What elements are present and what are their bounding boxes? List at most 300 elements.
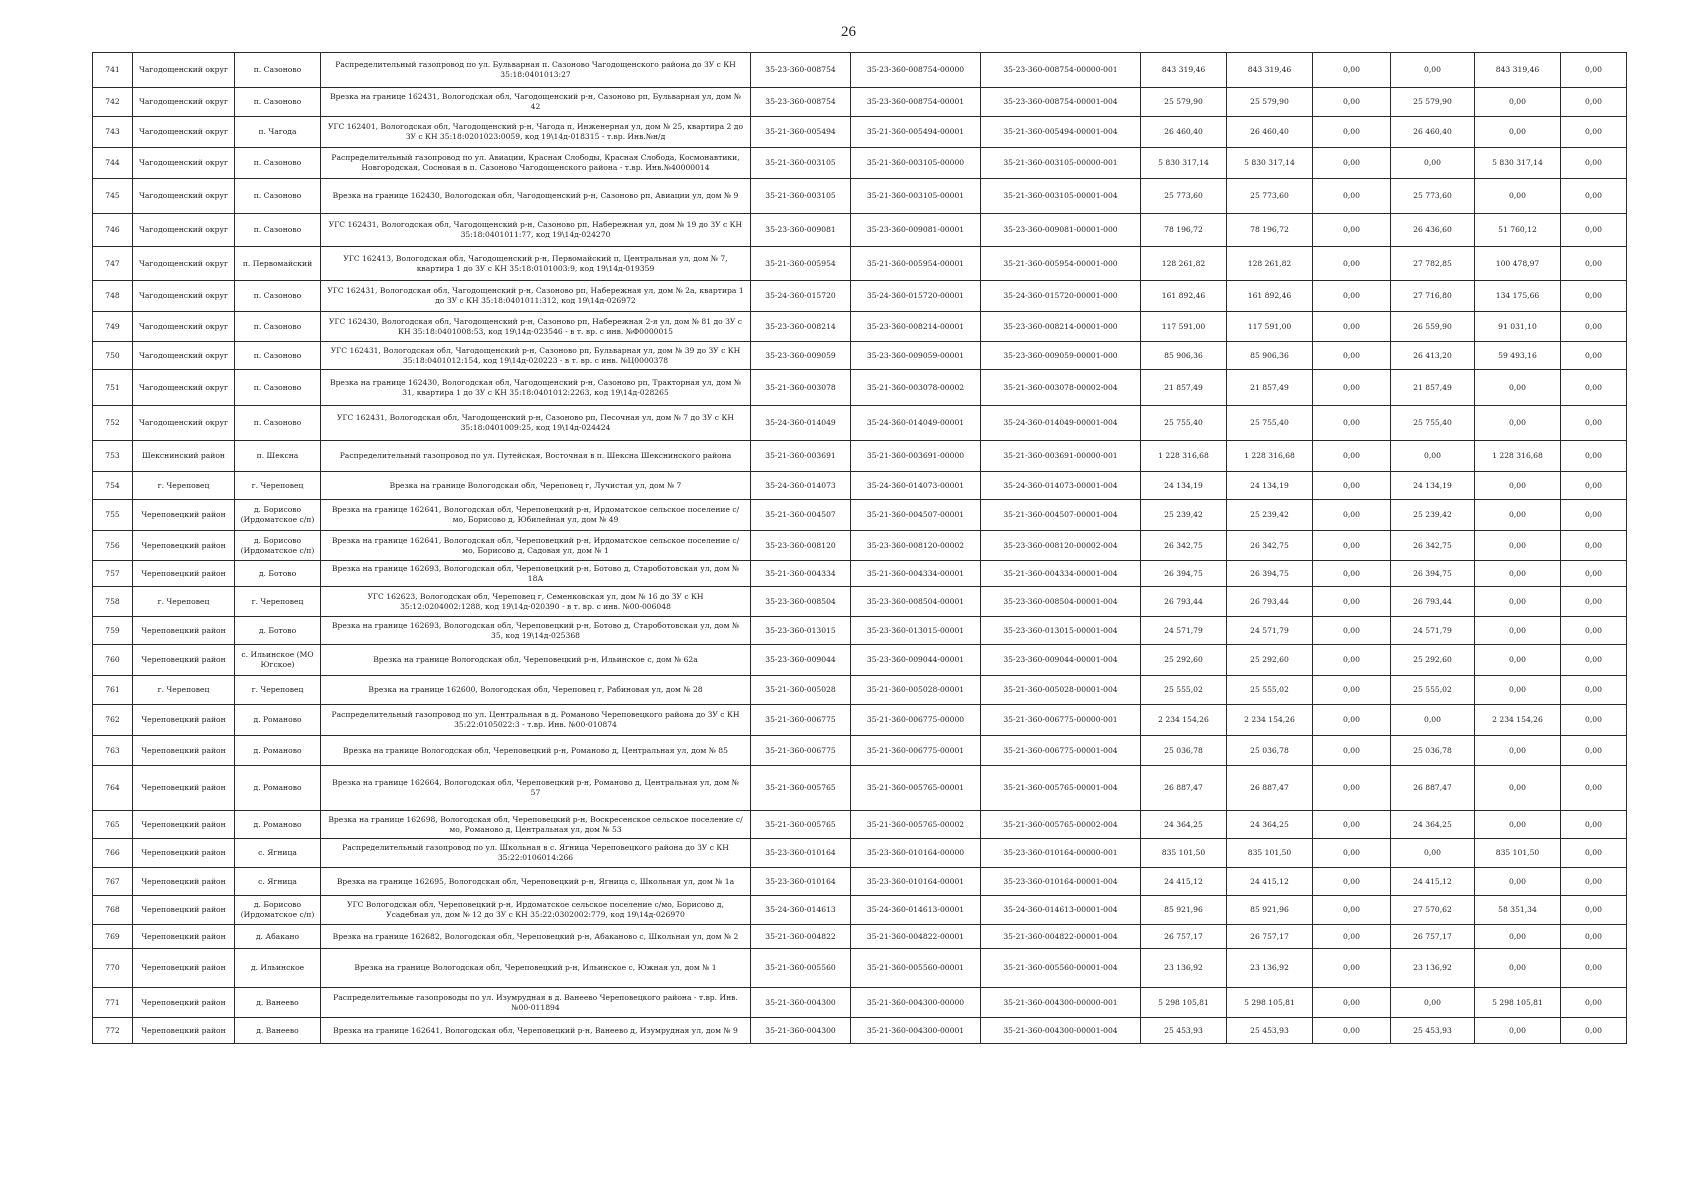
cell-object-code: 35-24-360-014613 [751, 896, 851, 925]
cell-cost-part-b: 0,00 [1475, 1018, 1561, 1044]
cell-object-code: 35-21-360-003078 [751, 370, 851, 406]
table-row [93, 988, 1627, 1018]
cell-settlement: п. Первомайский [235, 247, 321, 281]
cell-depreciation: 0,00 [1313, 645, 1391, 676]
cell-object-code: 35-21-360-003691 [751, 441, 851, 472]
table-row [93, 896, 1627, 925]
cell-residual-cost: 1 228 316,68 [1227, 441, 1313, 472]
table-row [93, 705, 1627, 736]
cell-inventory-code: 35-21-360-004334-00001-004 [981, 561, 1141, 587]
cell-residual-cost: 25 453,93 [1227, 1018, 1313, 1044]
cell-cost-part-c: 0,00 [1561, 88, 1627, 117]
cell-depreciation: 0,00 [1313, 281, 1391, 312]
cell-cost-part-a: 0,00 [1391, 148, 1475, 179]
cell-district: Череповецкий район [133, 500, 235, 531]
cell-settlement: д. Ванеево [235, 1018, 321, 1044]
cell-inventory-code: 35-21-360-005765-00001-004 [981, 766, 1141, 811]
cell-initial-cost: 26 757,17 [1141, 925, 1227, 949]
cell-cost-part-a: 26 793,44 [1391, 587, 1475, 617]
cell-cost-part-b: 0,00 [1475, 925, 1561, 949]
cell-settlement: с. Ильинское (МО Югское) [235, 645, 321, 676]
cell-cost-part-a: 26 413,20 [1391, 342, 1475, 370]
table-row [93, 868, 1627, 896]
cell-initial-cost: 26 394,75 [1141, 561, 1227, 587]
cell-initial-cost: 161 892,46 [1141, 281, 1227, 312]
cell-inventory-code: 35-21-360-003105-00001-004 [981, 179, 1141, 214]
cell-object-description: УГС 162413, Вологодская обл, Чагодощенский р-н, Первомайский п, Центральная ул, дом № 7, квартира 1 до ЗУ с КН 35:18:0101003:9, код 19\14д-019359 [321, 247, 751, 281]
cell-inventory-code: 35-21-360-004822-00001-004 [981, 925, 1141, 949]
cell-inventory-code: 35-24-360-014049-00001-004 [981, 406, 1141, 441]
cell-inventory-code: 35-21-360-003105-00000-001 [981, 148, 1141, 179]
cell-object-description: Врезка на границе 162431, Вологодская обл, Чагодощенский р-н, Сазоново рп, Бульварная ул, дом № 42 [321, 88, 751, 117]
cell-settlement: г. Череповец [235, 472, 321, 500]
cell-inventory-code: 35-24-360-015720-00001-000 [981, 281, 1141, 312]
cell-district: Череповецкий район [133, 561, 235, 587]
cell-object-code: 35-23-360-008120 [751, 531, 851, 561]
cell-residual-cost: 5 298 105,81 [1227, 988, 1313, 1018]
cell-cost-part-a: 0,00 [1391, 839, 1475, 868]
cell-district: Череповецкий район [133, 925, 235, 949]
cell-cost-part-c: 0,00 [1561, 645, 1627, 676]
cell-object-description: Врезка на границе 162693, Вологодская обл, Череповецкий р-н, Ботово д, Староботовская ул, дом № 35, код 19\14д-025368 [321, 617, 751, 645]
cell-object-code-full: 35-23-360-009044-00001 [851, 645, 981, 676]
cell-settlement: д. Ванеево [235, 988, 321, 1018]
cell-residual-cost: 843 319,46 [1227, 53, 1313, 88]
cell-object-description: Врезка на границе 162641, Вологодская обл, Череповецкий р-н, Ирдоматское сельское поселение с/мо, Борисово д, Юбилейная ул, дом № 49 [321, 500, 751, 531]
cell-row-number: 768 [93, 896, 133, 925]
cell-row-number: 760 [93, 645, 133, 676]
cell-row-number: 747 [93, 247, 133, 281]
cell-object-code-full: 35-21-360-003691-00000 [851, 441, 981, 472]
cell-initial-cost: 25 239,42 [1141, 500, 1227, 531]
cell-settlement: г. Череповец [235, 587, 321, 617]
cell-initial-cost: 78 196,72 [1141, 214, 1227, 247]
cell-district: Чагодощенский округ [133, 179, 235, 214]
cell-object-code: 35-23-360-008214 [751, 312, 851, 342]
cell-row-number: 741 [93, 53, 133, 88]
cell-residual-cost: 24 415,12 [1227, 868, 1313, 896]
table-row [93, 117, 1627, 148]
cell-cost-part-c: 0,00 [1561, 705, 1627, 736]
cell-residual-cost: 24 571,79 [1227, 617, 1313, 645]
table-row [93, 676, 1627, 705]
cell-residual-cost: 25 773,60 [1227, 179, 1313, 214]
cell-row-number: 746 [93, 214, 133, 247]
cell-residual-cost: 25 555,02 [1227, 676, 1313, 705]
cell-cost-part-a: 26 559,90 [1391, 312, 1475, 342]
cell-row-number: 770 [93, 949, 133, 988]
cell-object-description: УГС 162623, Вологодская обл, Череповец г, Семенковская ул, дом № 16 до ЗУ с КН 35:12:0204002:1288, код 19\14д-020390 - в т. вр. с инв. №00-006048 [321, 587, 751, 617]
cell-settlement: п. Сазоново [235, 312, 321, 342]
cell-cost-part-b: 1 228 316,68 [1475, 441, 1561, 472]
cell-settlement: д. Ильинское [235, 949, 321, 988]
cell-row-number: 765 [93, 811, 133, 839]
cell-depreciation: 0,00 [1313, 896, 1391, 925]
cell-row-number: 750 [93, 342, 133, 370]
cell-object-description: Распределительный газопровод по ул. Авиации, Красная Слободы, Красная Слобода, Космонавтики, Новгородская, Сосновая в п. Сазоново Чагодощенского района - т.вр. Инв.№40000014 [321, 148, 751, 179]
table-row [93, 370, 1627, 406]
cell-cost-part-c: 0,00 [1561, 281, 1627, 312]
cell-row-number: 766 [93, 839, 133, 868]
cell-row-number: 743 [93, 117, 133, 148]
cell-object-code-full: 35-23-360-010164-00000 [851, 839, 981, 868]
cell-cost-part-c: 0,00 [1561, 561, 1627, 587]
table-row [93, 736, 1627, 766]
cell-inventory-code: 35-23-360-008120-00002-004 [981, 531, 1141, 561]
cell-inventory-code: 35-21-360-006775-00001-004 [981, 736, 1141, 766]
cell-row-number: 757 [93, 561, 133, 587]
cell-initial-cost: 117 591,00 [1141, 312, 1227, 342]
cell-object-description: Врезка на границе 162641, Вологодская обл, Череповецкий р-н, Ирдоматское сельское поселение с/мо, Борисово д, Садовая ул, дом № 1 [321, 531, 751, 561]
cell-cost-part-c: 0,00 [1561, 406, 1627, 441]
cell-cost-part-c: 0,00 [1561, 370, 1627, 406]
cell-initial-cost: 85 906,36 [1141, 342, 1227, 370]
cell-initial-cost: 835 101,50 [1141, 839, 1227, 868]
cell-district: Шекснинский район [133, 441, 235, 472]
cell-object-description: Распределительный газопровод по ул. Центральная в д. Романово Череповецкого района до ЗУ с КН 35:22:0105022:3 - т.вр. Инв. №00-010874 [321, 705, 751, 736]
cell-district: Череповецкий район [133, 896, 235, 925]
cell-settlement: д. Романово [235, 811, 321, 839]
cell-object-code: 35-21-360-005028 [751, 676, 851, 705]
cell-inventory-code: 35-23-360-008754-00000-001 [981, 53, 1141, 88]
cell-object-code-full: 35-23-360-008120-00002 [851, 531, 981, 561]
cell-object-code-full: 35-21-360-003105-00001 [851, 179, 981, 214]
cell-settlement: д. Романово [235, 766, 321, 811]
cell-inventory-code: 35-21-360-006775-00000-001 [981, 705, 1141, 736]
cell-row-number: 748 [93, 281, 133, 312]
cell-depreciation: 0,00 [1313, 587, 1391, 617]
cell-settlement: д. Романово [235, 736, 321, 766]
cell-cost-part-a: 0,00 [1391, 988, 1475, 1018]
cell-object-description: УГС 162430, Вологодская обл, Чагодощенский р-н, Сазоново рп, Набережная 2-я ул, дом № 81 до ЗУ с КН 35:18:0401008:53, код 19\14д-023546 - в т. вр. с инв. №Ф0000015 [321, 312, 751, 342]
cell-cost-part-a: 0,00 [1391, 441, 1475, 472]
cell-cost-part-c: 0,00 [1561, 117, 1627, 148]
cell-cost-part-a: 24 415,12 [1391, 868, 1475, 896]
cell-cost-part-b: 0,00 [1475, 868, 1561, 896]
cell-district: Череповецкий район [133, 736, 235, 766]
cell-depreciation: 0,00 [1313, 705, 1391, 736]
cell-object-code: 35-21-360-004507 [751, 500, 851, 531]
cell-settlement: п. Сазоново [235, 88, 321, 117]
cell-object-code: 35-23-360-009059 [751, 342, 851, 370]
cell-object-description: Распределительные газопроводы по ул. Изумрудная в д. Ванеево Череповецкого района - т.вр. Инв. №00-011894 [321, 988, 751, 1018]
cell-depreciation: 0,00 [1313, 179, 1391, 214]
cell-object-description: Врезка на границе 162695, Вологодская обл, Череповецкий р-н, Ягница с, Школьная ул, дом № 1а [321, 868, 751, 896]
cell-object-code-full: 35-21-360-005028-00001 [851, 676, 981, 705]
cell-cost-part-c: 0,00 [1561, 441, 1627, 472]
cell-object-description: Врезка на границе 162430, Вологодская обл, Чагодощенский р-н, Сазоново рп, Тракторная ул, дом № 31, квартира 1 до ЗУ с КН 35:18:0401012:2263, код 19\14д-028265 [321, 370, 751, 406]
cell-cost-part-a: 26 342,75 [1391, 531, 1475, 561]
cell-object-code: 35-21-360-004300 [751, 1018, 851, 1044]
cell-initial-cost: 2 234 154,26 [1141, 705, 1227, 736]
cell-initial-cost: 21 857,49 [1141, 370, 1227, 406]
cell-inventory-code: 35-23-360-009044-00001-004 [981, 645, 1141, 676]
cell-cost-part-a: 26 394,75 [1391, 561, 1475, 587]
cell-cost-part-b: 134 175,66 [1475, 281, 1561, 312]
cell-cost-part-c: 0,00 [1561, 736, 1627, 766]
cell-cost-part-c: 0,00 [1561, 531, 1627, 561]
cell-initial-cost: 25 453,93 [1141, 1018, 1227, 1044]
cell-district: Череповецкий район [133, 839, 235, 868]
cell-settlement: п. Сазоново [235, 214, 321, 247]
cell-cost-part-a: 25 755,40 [1391, 406, 1475, 441]
cell-settlement: п. Сазоново [235, 370, 321, 406]
cell-district: Чагодощенский округ [133, 281, 235, 312]
cell-cost-part-a: 25 292,60 [1391, 645, 1475, 676]
cell-depreciation: 0,00 [1313, 370, 1391, 406]
cell-inventory-code: 35-21-360-005560-00001-004 [981, 949, 1141, 988]
cell-object-description: Врезка на границе 162693, Вологодская обл, Череповецкий р-н, Ботово д, Староботовская ул, дом № 18А [321, 561, 751, 587]
cell-cost-part-b: 5 830 317,14 [1475, 148, 1561, 179]
cell-settlement: п. Сазоново [235, 342, 321, 370]
cell-district: Чагодощенский округ [133, 88, 235, 117]
cell-residual-cost: 24 134,19 [1227, 472, 1313, 500]
cell-row-number: 755 [93, 500, 133, 531]
cell-object-code-full: 35-21-360-003105-00000 [851, 148, 981, 179]
cell-settlement: д. Борисово (Ирдоматское с/п) [235, 500, 321, 531]
cell-depreciation: 0,00 [1313, 925, 1391, 949]
cell-initial-cost: 26 342,75 [1141, 531, 1227, 561]
cell-object-code: 35-21-360-003105 [751, 148, 851, 179]
cell-row-number: 767 [93, 868, 133, 896]
cell-settlement: п. Сазоново [235, 179, 321, 214]
cell-inventory-code: 35-23-360-009059-00001-000 [981, 342, 1141, 370]
cell-object-code-full: 35-23-360-008754-00001 [851, 88, 981, 117]
cell-district: Череповецкий район [133, 645, 235, 676]
cell-district: г. Череповец [133, 676, 235, 705]
cell-residual-cost: 26 887,47 [1227, 766, 1313, 811]
table-row [93, 839, 1627, 868]
cell-depreciation: 0,00 [1313, 531, 1391, 561]
cell-district: Череповецкий район [133, 705, 235, 736]
cell-inventory-code: 35-21-360-003691-00000-001 [981, 441, 1141, 472]
cell-residual-cost: 78 196,72 [1227, 214, 1313, 247]
cell-object-code: 35-21-360-005494 [751, 117, 851, 148]
cell-cost-part-b: 0,00 [1475, 561, 1561, 587]
cell-cost-part-c: 0,00 [1561, 472, 1627, 500]
cell-inventory-code: 35-23-360-010164-00001-004 [981, 868, 1141, 896]
cell-district: Череповецкий район [133, 988, 235, 1018]
cell-district: Чагодощенский округ [133, 406, 235, 441]
cell-settlement: п. Сазоново [235, 406, 321, 441]
cell-depreciation: 0,00 [1313, 811, 1391, 839]
cell-cost-part-c: 0,00 [1561, 500, 1627, 531]
cell-inventory-code: 35-21-360-004507-00001-004 [981, 500, 1141, 531]
cell-district: Чагодощенский округ [133, 214, 235, 247]
cell-cost-part-b: 91 031,10 [1475, 312, 1561, 342]
cell-object-code: 35-23-360-008504 [751, 587, 851, 617]
table-row [93, 1018, 1627, 1044]
cell-cost-part-b: 0,00 [1475, 370, 1561, 406]
cell-residual-cost: 25 579,90 [1227, 88, 1313, 117]
cell-cost-part-c: 0,00 [1561, 896, 1627, 925]
cell-depreciation: 0,00 [1313, 312, 1391, 342]
table-row [93, 247, 1627, 281]
cell-object-code: 35-21-360-006775 [751, 705, 851, 736]
cell-settlement: п. Сазоново [235, 53, 321, 88]
table-row [93, 472, 1627, 500]
cell-cost-part-a: 23 136,92 [1391, 949, 1475, 988]
cell-row-number: 764 [93, 766, 133, 811]
cell-depreciation: 0,00 [1313, 736, 1391, 766]
cell-object-code: 35-24-360-014049 [751, 406, 851, 441]
cell-object-code-full: 35-23-360-008504-00001 [851, 587, 981, 617]
cell-residual-cost: 117 591,00 [1227, 312, 1313, 342]
cell-object-description: Врезка на границе Вологодская обл, Череповецкий р-н, Ильинское с, Южная ул, дом № 1 [321, 949, 751, 988]
cell-cost-part-b: 0,00 [1475, 617, 1561, 645]
cell-settlement: с. Ягница [235, 868, 321, 896]
cell-initial-cost: 26 460,40 [1141, 117, 1227, 148]
cell-object-code: 35-23-360-009081 [751, 214, 851, 247]
cell-residual-cost: 26 394,75 [1227, 561, 1313, 587]
cell-object-code-full: 35-21-360-005954-00001 [851, 247, 981, 281]
cell-depreciation: 0,00 [1313, 949, 1391, 988]
cell-initial-cost: 24 364,25 [1141, 811, 1227, 839]
cell-cost-part-b: 0,00 [1475, 472, 1561, 500]
cell-object-description: Врезка на границе 162641, Вологодская обл, Череповецкий р-н, Ванеево д, Изумрудная ул, дом № 9 [321, 1018, 751, 1044]
cell-district: Чагодощенский округ [133, 247, 235, 281]
cell-depreciation: 0,00 [1313, 214, 1391, 247]
cell-cost-part-a: 26 887,47 [1391, 766, 1475, 811]
table-row [93, 925, 1627, 949]
cell-cost-part-a: 26 436,60 [1391, 214, 1475, 247]
cell-depreciation: 0,00 [1313, 500, 1391, 531]
cell-initial-cost: 24 415,12 [1141, 868, 1227, 896]
cell-object-code-full: 35-21-360-004300-00001 [851, 1018, 981, 1044]
cell-object-code-full: 35-24-360-014613-00001 [851, 896, 981, 925]
cell-depreciation: 0,00 [1313, 88, 1391, 117]
cell-depreciation: 0,00 [1313, 868, 1391, 896]
cell-residual-cost: 85 921,96 [1227, 896, 1313, 925]
cell-depreciation: 0,00 [1313, 53, 1391, 88]
cell-settlement: п. Сазоново [235, 148, 321, 179]
table-row [93, 214, 1627, 247]
cell-cost-part-b: 0,00 [1475, 179, 1561, 214]
cell-initial-cost: 26 887,47 [1141, 766, 1227, 811]
cell-initial-cost: 5 830 317,14 [1141, 148, 1227, 179]
cell-object-description: УГС 162431, Вологодская обл, Чагодощенский р-н, Сазоново рп, Бульварная ул, дом № 39 до ЗУ с КН 35:18:0401012:154, код 19\14д-020223 - в т. вр. с инв. №Ц0000378 [321, 342, 751, 370]
table-row [93, 406, 1627, 441]
cell-district: Чагодощенский округ [133, 312, 235, 342]
cell-object-code-full: 35-21-360-004822-00001 [851, 925, 981, 949]
cell-depreciation: 0,00 [1313, 148, 1391, 179]
cell-cost-part-a: 24 134,19 [1391, 472, 1475, 500]
cell-depreciation: 0,00 [1313, 406, 1391, 441]
cell-object-code: 35-23-360-013015 [751, 617, 851, 645]
table-row [93, 949, 1627, 988]
cell-cost-part-a: 27 782,85 [1391, 247, 1475, 281]
cell-residual-cost: 26 793,44 [1227, 587, 1313, 617]
cell-object-code-full: 35-21-360-005765-00001 [851, 766, 981, 811]
cell-row-number: 772 [93, 1018, 133, 1044]
cell-inventory-code: 35-24-360-014613-00001-004 [981, 896, 1141, 925]
cell-object-code-full: 35-21-360-006775-00001 [851, 736, 981, 766]
table-row [93, 561, 1627, 587]
cell-initial-cost: 85 921,96 [1141, 896, 1227, 925]
cell-residual-cost: 128 261,82 [1227, 247, 1313, 281]
cell-inventory-code: 35-21-360-004300-00000-001 [981, 988, 1141, 1018]
cell-district: Чагодощенский округ [133, 148, 235, 179]
cell-cost-part-b: 0,00 [1475, 88, 1561, 117]
cell-depreciation: 0,00 [1313, 766, 1391, 811]
cell-cost-part-b: 51 760,12 [1475, 214, 1561, 247]
cell-object-code: 35-21-360-005765 [751, 811, 851, 839]
cell-cost-part-a: 25 579,90 [1391, 88, 1475, 117]
cell-initial-cost: 25 579,90 [1141, 88, 1227, 117]
cell-object-code-full: 35-24-360-015720-00001 [851, 281, 981, 312]
cell-inventory-code: 35-21-360-005494-00001-004 [981, 117, 1141, 148]
cell-row-number: 756 [93, 531, 133, 561]
cell-cost-part-b: 2 234 154,26 [1475, 705, 1561, 736]
cell-cost-part-c: 0,00 [1561, 766, 1627, 811]
cell-residual-cost: 85 906,36 [1227, 342, 1313, 370]
cell-settlement: д. Ботово [235, 617, 321, 645]
table-row [93, 766, 1627, 811]
cell-cost-part-b: 0,00 [1475, 676, 1561, 705]
cell-object-description: Врезка на границе 162698, Вологодская обл, Череповецкий р-н, Воскресенское сельское поселение с/мо, Романово д, Центральная ул, дом № 53 [321, 811, 751, 839]
cell-cost-part-b: 0,00 [1475, 766, 1561, 811]
table-row [93, 88, 1627, 117]
table-row [93, 617, 1627, 645]
cell-object-code-full: 35-23-360-008754-00000 [851, 53, 981, 88]
table-row [93, 53, 1627, 88]
cell-initial-cost: 128 261,82 [1141, 247, 1227, 281]
cell-inventory-code: 35-21-360-005028-00001-004 [981, 676, 1141, 705]
cell-inventory-code: 35-23-360-009081-00001-000 [981, 214, 1141, 247]
cell-object-description: Распределительный газопровод по ул. Бульварная п. Сазоново Чагодощенского района до ЗУ с КН 35:18:0401013:27 [321, 53, 751, 88]
cell-residual-cost: 26 342,75 [1227, 531, 1313, 561]
cell-residual-cost: 21 857,49 [1227, 370, 1313, 406]
cell-cost-part-c: 0,00 [1561, 925, 1627, 949]
cell-row-number: 771 [93, 988, 133, 1018]
cell-object-code: 35-23-360-008754 [751, 53, 851, 88]
cell-cost-part-b: 835 101,50 [1475, 839, 1561, 868]
cell-row-number: 763 [93, 736, 133, 766]
cell-residual-cost: 25 036,78 [1227, 736, 1313, 766]
cell-cost-part-a: 24 364,25 [1391, 811, 1475, 839]
cell-object-code-full: 35-21-360-004507-00001 [851, 500, 981, 531]
cell-district: Череповецкий район [133, 766, 235, 811]
cell-object-code-full: 35-21-360-005560-00001 [851, 949, 981, 988]
cell-object-code: 35-23-360-010164 [751, 839, 851, 868]
cell-cost-part-c: 0,00 [1561, 1018, 1627, 1044]
cell-cost-part-c: 0,00 [1561, 247, 1627, 281]
cell-initial-cost: 26 793,44 [1141, 587, 1227, 617]
cell-residual-cost: 26 460,40 [1227, 117, 1313, 148]
cell-object-code: 35-24-360-015720 [751, 281, 851, 312]
cell-object-code-full: 35-21-360-003078-00002 [851, 370, 981, 406]
cell-object-code-full: 35-21-360-005765-00002 [851, 811, 981, 839]
table-row [93, 531, 1627, 561]
cell-cost-part-a: 25 036,78 [1391, 736, 1475, 766]
cell-object-description: Врезка на границе Вологодская обл, Череповец г, Лучистая ул, дом № 7 [321, 472, 751, 500]
cell-inventory-code: 35-21-360-004300-00001-004 [981, 1018, 1141, 1044]
cell-object-description: Врезка на границе 162600, Вологодская обл, Череповец г, Рабиновая ул, дом № 28 [321, 676, 751, 705]
cell-object-code: 35-21-360-004334 [751, 561, 851, 587]
cell-cost-part-c: 0,00 [1561, 214, 1627, 247]
cell-settlement: д. Борисово (Ирдоматское с/п) [235, 531, 321, 561]
table-row [93, 312, 1627, 342]
cell-residual-cost: 835 101,50 [1227, 839, 1313, 868]
cell-cost-part-a: 25 453,93 [1391, 1018, 1475, 1044]
cell-cost-part-b: 59 493,16 [1475, 342, 1561, 370]
registry-body [93, 53, 1627, 1044]
cell-cost-part-b: 0,00 [1475, 949, 1561, 988]
cell-object-description: Врезка на границе 162682, Вологодская обл, Череповецкий р-н, Абаканово с, Школьная ул, дом № 2 [321, 925, 751, 949]
cell-cost-part-c: 0,00 [1561, 811, 1627, 839]
cell-object-description: Врезка на границе 162430, Вологодская обл, Чагодощенский р-н, Сазоново рп, Авиации ул, дом № 9 [321, 179, 751, 214]
cell-cost-part-c: 0,00 [1561, 839, 1627, 868]
